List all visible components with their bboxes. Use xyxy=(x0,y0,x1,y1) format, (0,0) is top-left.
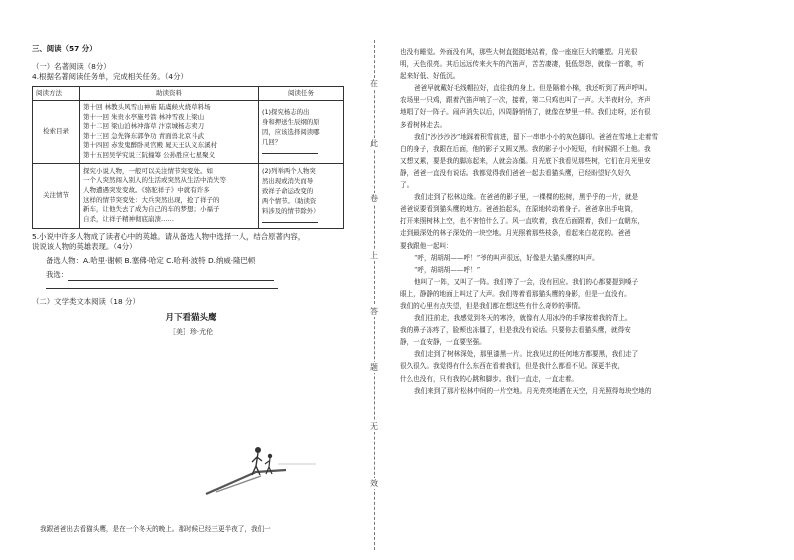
essay-paragraph-line: 我们来到了那片松林中间的一片空地。月光亮亮地洒在天空，月光照得每块空地的 xyxy=(414,386,652,395)
essay-paragraph-line: 走到最深处的林子深处的一块空地。月光照着那些枝条，看起来白花花的。爸爸 xyxy=(400,229,631,238)
material-line: 第十三回 急先锋东郭争功 青面兽北京斗武 xyxy=(83,131,205,140)
part2-title: （二）文学类文本阅读（18 分） xyxy=(32,296,140,306)
material-line: 第十五回吴学究说三阮撞筹 公孙胜应七星聚义 xyxy=(83,151,216,160)
choice-row: 我选： xyxy=(32,270,350,281)
essay-paragraph-line: 我的鼻子冻疼了，脸颊也冻僵了，但是我没有说话。只要你去看猫头鹰，就得安 xyxy=(400,326,631,335)
right-column xyxy=(400,46,768,397)
table-row xyxy=(33,101,344,164)
choice-blank-line[interactable] xyxy=(46,287,278,289)
material-line: 一个人突然闯入别人的生活或突然从生活中消失等 xyxy=(83,176,226,185)
essay-title: 月下看猫头鹰 xyxy=(165,313,217,324)
seal-char: 题 xyxy=(370,363,378,372)
essay-paragraph-line: 我们“沙沙沙沙”地踩着积雪前进，留下一串串小小的灰色脚印。爸爸在雪地上走着雪 xyxy=(414,132,659,141)
sketch-illustration xyxy=(186,442,336,502)
answer-blank[interactable] xyxy=(262,147,340,157)
task-line: 然出现或消失而导 xyxy=(262,176,314,185)
essay-paragraph-line: 要我跟他一起叫： xyxy=(400,241,453,250)
essay-paragraph-line: 爸爸早就戴好毛线帽拉好，直往我的身上。但是隔着小棉，我还听到了两声呼叫。 xyxy=(414,84,652,93)
task-cell xyxy=(259,101,344,164)
table-header-task: 阅读任务 xyxy=(259,86,344,101)
materials-cell xyxy=(80,101,259,164)
essay-paragraph-line: 我们走到了树林深处，那里漆黑一片。比我见过的任何地方都要黑，我们走了 xyxy=(414,350,639,359)
table-header-method: 阅读方法 xyxy=(33,86,80,101)
part1-title: （一）名著阅读（8分） xyxy=(32,61,111,71)
essay-paragraph-line: 我们往前走，我感觉到冬天的寒冷，就像有人用冰冷的手掌按着我的背上。 xyxy=(414,314,632,323)
essay-author: ［美］珍·尤伦 xyxy=(168,327,214,336)
material-line: 自杀，让祥子精神彻底崩溃…… xyxy=(83,214,174,223)
essay-paragraph-line: 我们走到了松林边缘。在爸爸的影子里，一棵棵的松树，黑乎乎的一片，就是 xyxy=(414,193,639,202)
task-line: (1)探究杨志的出 xyxy=(262,107,310,116)
task-line: 两个情节。（助读资 xyxy=(262,196,317,205)
essay-paragraph-line: 静，爸爸一直没有说话。我都觉得我们爸爸一起去看猫头鹰，已经盼望好久好久 xyxy=(400,168,631,177)
seal-char: 在 xyxy=(370,79,378,88)
material-line: 这样的情节突变处：大兵突然出现，抢了祥子的 xyxy=(83,195,220,204)
method-cell: 关注情节 xyxy=(33,163,80,228)
essay-paragraph-line: “呼，胡胡胡——呼！” xyxy=(414,265,481,274)
task-line: 几回？ xyxy=(262,137,282,146)
seal-char: 效 xyxy=(370,479,378,488)
essay-paragraph-line: “呼，胡胡胡——呼！”爷的叫声很远，好像是大猫头鹰的叫声。 xyxy=(414,253,599,262)
essay-paragraph-line: 什么也没有，只有我的心跳和脚步。我们一直走，一直走着。 xyxy=(400,374,579,383)
section-title: 三、阅读（57 分） xyxy=(32,44,97,53)
material-line: 探究小说人物，一般可以关注情节突变处。如 xyxy=(83,166,213,175)
materials-cell xyxy=(80,163,259,228)
task-line: 因，应该选择阅读哪 xyxy=(262,127,320,136)
question-4: 4.根据名著阅读任务单，完成相关任务。（4分） xyxy=(32,72,188,81)
essay-paragraph-line: 我们的心里有点失望，但是我们都在想这些有什么奇妙的事情。 xyxy=(400,301,585,310)
seal-char: 上 xyxy=(370,251,378,260)
task-line: 身和押送生辰纲的原 xyxy=(262,117,320,126)
essay-paragraph-line: 眼上，静静的地面上叫过了大声。我们等着看那猫头鹰的身影，但是一直没有。 xyxy=(400,289,631,298)
essay-paragraph-line: 明，天色很亮。其后远远传来火车的汽笛声，苦苦凄凄，低低怨怨，就像一首歌，听 xyxy=(400,60,644,69)
material-line: 第十二回 梁山泊林冲落草 汴京城杨志卖刀 xyxy=(83,122,205,131)
material-line: 第十回 林教头风雪山神庙 陆虞候火烧草料场 xyxy=(83,103,211,112)
essay-paragraph-line: 静，一直安静，一直要坚强。 xyxy=(400,338,486,347)
essay-paragraph-line: 爸爸说要看到猫头鹰的地方。爸爸抬起头，在原地转动着身子。爸爸拿出手电筒， xyxy=(400,205,638,214)
material-line: 第十四回 赤发鬼醉卧灵官殿 晁天王认义东溪村 xyxy=(83,141,218,150)
essay-paragraph-line: 打开来照树林上空，也不害怕什么了。风一直吹着，我在后面跟着，我们一直朝东， xyxy=(400,217,644,226)
answer-blank[interactable] xyxy=(262,216,340,226)
material-line: 第十一回 朱贵水亭施号箭 林冲雪夜上梁山 xyxy=(83,112,205,121)
fold-divider xyxy=(374,40,375,550)
seal-char: 卷 xyxy=(370,194,378,203)
left-column xyxy=(32,44,350,337)
seal-char: 此 xyxy=(370,139,378,148)
essay-paragraph-line: 他叫了一阵，又叫了一阵。我们等了一会，没有回应。我们的心都要提到嗓子 xyxy=(414,277,639,286)
seal-char: 答 xyxy=(370,307,378,316)
seal-char: 无 xyxy=(370,422,378,431)
essay-paragraph-line: 又想又累，要是我的脚冻起来，人就会冻僵。月光底下我看见那些树，它们在月光里安 xyxy=(400,156,651,165)
method-cell: 检索目录 xyxy=(33,101,80,164)
task-cell xyxy=(259,163,344,228)
question-5 xyxy=(32,232,350,253)
choice-blank[interactable] xyxy=(68,273,274,281)
choice-label: 我选 xyxy=(46,270,61,280)
essay-paragraph-line: 白的身子，我跟在后面，他的影子又圆又黑。我的影子小小短短，有时候跟不上他。我 xyxy=(400,144,651,153)
task-line: 料涉及的情节除外） xyxy=(262,206,320,215)
task-line: (2)列举两个人物突 xyxy=(262,166,316,175)
material-line: 人物遭遇突发变故。《骆驼祥子》中就有许多 xyxy=(83,186,210,195)
task-line: 致祥子命运改变的 xyxy=(262,186,314,195)
question-5-line: 5.小说中许多人物成了读者心中的英雄。请从备选人物中选择一人，结合原著内容， xyxy=(32,231,306,241)
essay-paragraph-line: 很久很久。我觉得有什么东西在看着我们，但是我什么都看不见。深更半夜， xyxy=(400,362,625,371)
table-header-materials: 助读资料 xyxy=(80,86,259,101)
essay-paragraph-line: 也没有睡觉。外面没有风，那些大树直挺挺地站着，像一座座巨大的雕塑。月光很 xyxy=(400,48,638,56)
essay-paragraph-line: 地唱了好一阵子。闹声消失以后，四周静悄悄了，就像在梦里一样。我们走呀，还有很 xyxy=(400,108,651,117)
essay-first-line: 我跟爸爸出去看猫头鹰，是在一个冬天的晚上。那时候已经三更半夜了，我们一 xyxy=(40,525,271,533)
table-row xyxy=(33,163,344,228)
essay-paragraph-line: 起来好低、好低沉。 xyxy=(400,72,460,81)
essay-paragraph-line: 多看树林走去。 xyxy=(400,120,447,129)
reading-task-table xyxy=(32,86,344,229)
essay-paragraph-line: 了。 xyxy=(400,181,414,190)
material-line: 新车，让他失去了成为自己的车的梦想；小福子 xyxy=(83,205,220,214)
essay-paragraph-line: 农场里一只鸡，跟着汽笛声响了一次，接着，第二只鸡也叫了一声。大半夜时分，齐声 xyxy=(400,96,651,105)
question-5-line: 说说该人物的英雄表现。（4分） xyxy=(32,242,137,252)
candidate-options: 备选人物：A.哈里·谢顿 B.塞佛·哈定 C.哈利·波特 D.纳威·隆巴顿 xyxy=(46,255,256,265)
